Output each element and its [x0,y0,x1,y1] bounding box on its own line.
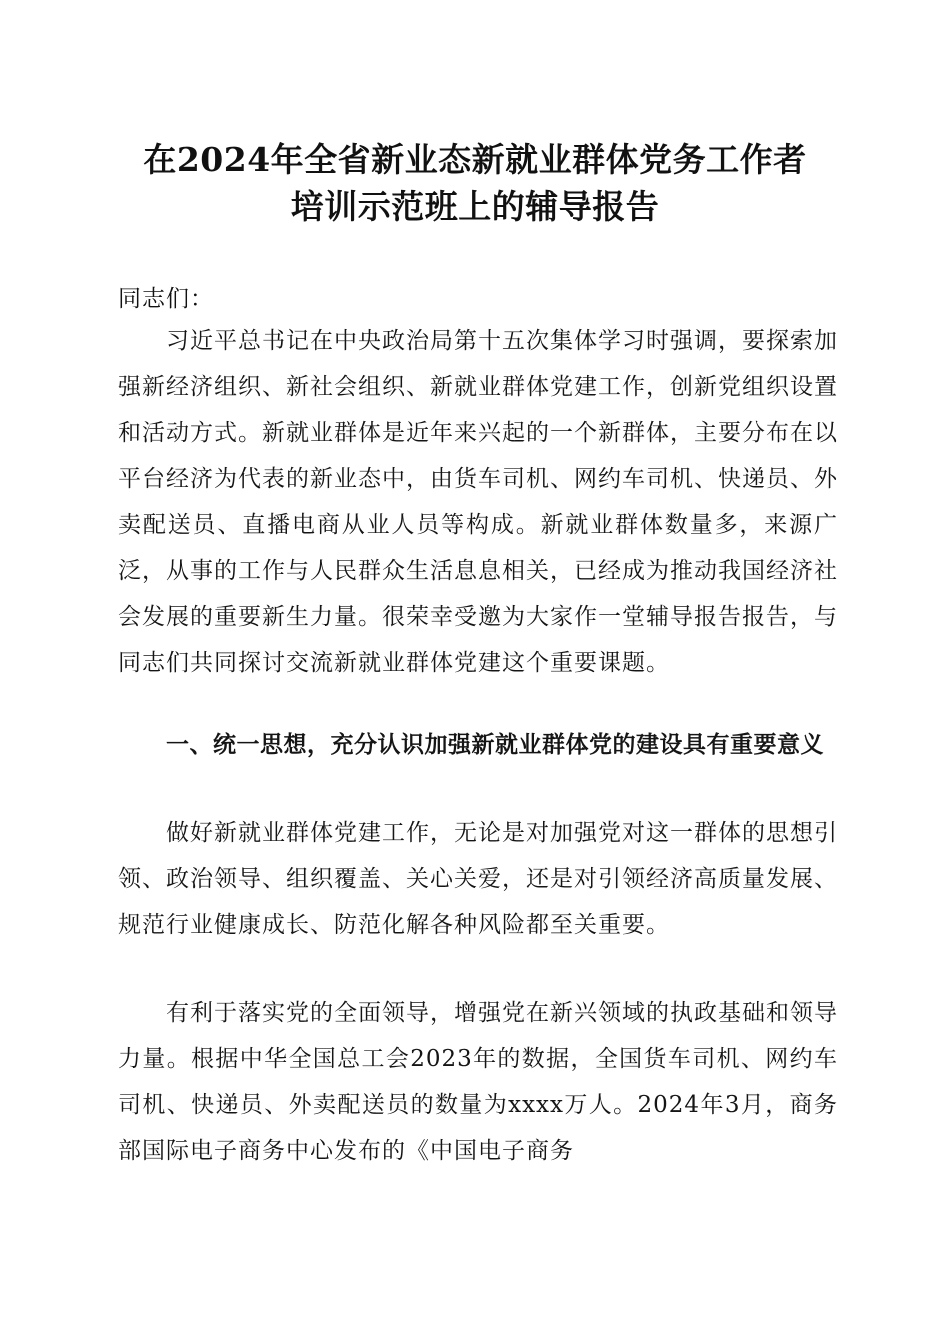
section-heading: 一、统一思想，充分认识加强新就业群体党的建设具有重要意义 [166,732,824,758]
document-title-line-1: 在2024年全省新业态新就业群体党务工作者 [143,140,807,179]
salutation: 同志们： [118,286,214,312]
section-paragraph-2: 有利于落实党的全面领导，增强党在新兴领域的执政基础和领导力量。根据中华全国总工会2023年的数据，全国货车司机、网约车司机、快递员、外卖配送员的数量为xxxx万人。2024年3月，商务部国际电子商务中心发布的《中国电子商务 [118,1000,838,1164]
intro-paragraph: 习近平总书记在中央政治局第十五次集体学习时强调，要探索加强新经济组织、新社会组织、新就业群体党建工作，创新党组织设置和活动方式。新就业群体是近年来兴起的一个新群体，主要分布在以平台经济为代表的新业态中，由货车司机、网约车司机、快递员、外卖配送员、直播电商从业人员等构成。新就业群体数量多，来源广泛，从事的工作与人民群众生活息息相关，已经成为推动我国经济社会发展的重要新生力量。很荣幸受邀为大家作一堂辅导报告报告，与同志们共同探讨交流新就业群体党建这个重要课题。 [118,328,838,676]
document-title-line-2: 培训示范班上的辅导报告 [290,187,660,226]
section-paragraph-1: 做好新就业群体党建工作，无论是对加强党对这一群体的思想引领、政治领导、组织覆盖、关心关爱，还是对引领经济高质量发展、规范行业健康成长、防范化解各种风险都至关重要。 [118,820,838,938]
